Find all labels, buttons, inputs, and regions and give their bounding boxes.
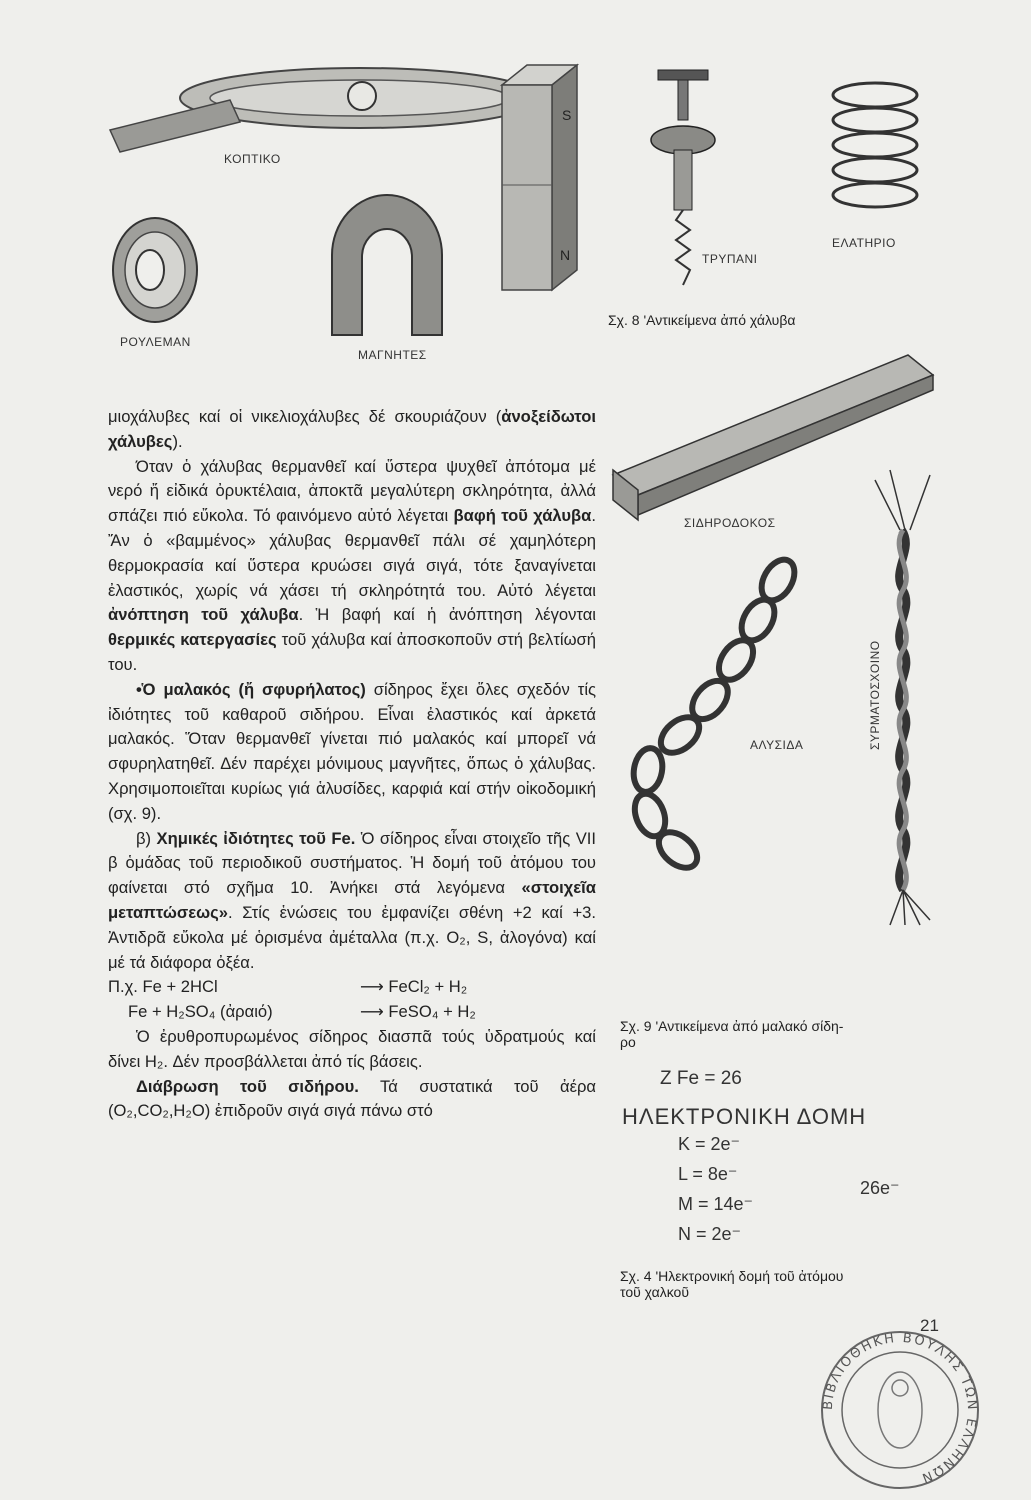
magnet-bar-illustration bbox=[492, 65, 582, 290]
label-chain: ΑΛΥΣΙΔΑ bbox=[750, 738, 804, 752]
chain-illustration bbox=[618, 560, 818, 880]
fig9-caption-cont: ρο bbox=[620, 1034, 636, 1050]
fig4-caption: Σχ. 4 'Ηλεκτρονική δομή τοῦ ἀτόμου bbox=[620, 1268, 844, 1284]
label-drill: ΤΡΥΠΑΝΙ bbox=[702, 252, 758, 266]
spring-illustration bbox=[825, 80, 925, 230]
svg-text:N: N bbox=[560, 247, 571, 263]
svg-text:ΒΙΒΛΙΟΘΗΚΗ ΒΟΥΛΗΣ ΤΩΝ ΕΛΛΗΝΩΝ bbox=[821, 1331, 979, 1486]
shell-total: 26e⁻ bbox=[860, 1178, 900, 1198]
page-number: 21 bbox=[920, 1316, 939, 1335]
shell-m: M = 14e⁻ bbox=[678, 1194, 754, 1214]
shell-l: L = 8e⁻ bbox=[678, 1164, 738, 1184]
label-bearing: ΡΟΥΛΕΜΑΝ bbox=[120, 335, 191, 349]
paragraph-heat-treatment: Όταν ὁ χάλυβας θερμανθεῖ καί ὕστερα ψυχθεῖ ἀπότομα μέ νερό ἤ εἰδικά ὀρυκτέλαια, ἀποκτᾶ μεγαλύτερη σκληρότητα, ἀλλά σπάζει πιό εὔκολα. Τό φαινόμενο αὐτό λέγεται βαφή τοῦ χάλυβα. Ἄν ὁ «βαμμένος» χάλυβας θερμανθεῖ πάλι σέ χαμηλότερη θερμοκρασία καί ὕστερα κρυώσει σιγά σιγά, τότε ξαναγίνεται ἐλαστικός, χωρίς νά χάσει τή σκληρότητά του. Αὐτό λέγεται ἀνόπτηση τοῦ χάλυβα. Ἡ βαφή καί ἡ ἀνόπτηση λέγονται θερμικές κατεργασίες τοῦ χάλυβα καί ἀποσκοποῦν στή βελτίωσή του. bbox=[108, 456, 596, 674]
label-spring: ΕΛΑΤΗΡΙΟ bbox=[832, 236, 896, 250]
shell-k: K = 2e⁻ bbox=[678, 1134, 741, 1154]
library-stamp bbox=[815, 1330, 985, 1490]
fig8-caption: Σχ. 8 'Αντικείμενα ἀπό χάλυβα bbox=[608, 312, 796, 328]
paragraph-stainless: μιοχάλυβες καί οἱ νικελιοχάλυβες δέ σκουριάζουν (ἀνοξείδωτοι χάλυβες). bbox=[108, 407, 596, 451]
fig9-caption: Σχ. 9 'Αντικείμενα ἀπό μαλακό σίδη- bbox=[620, 1018, 844, 1034]
shell-n: N = 2e⁻ bbox=[678, 1224, 742, 1244]
paragraph-soft-iron: •Ὁ μαλακός (ἤ σφυρήλατος) σίδηρος ἔχει ὅλες σχεδόν τίς ἰδιότητες τοῦ καθαροῦ σιδήρου. Εἶναι ἐλαστικός καί ἀρκετά μαλακός. Ὅταν θερμανθεῖ γίνεται πιό μαλακός καί μπορεῖ νά σφυρηλατηθεῖ. Δέν παρέχει μόνιμους μαγνῆτες, ὅπως ὁ χάλυβας. Χρησιμοποιεῖται κυρίως γιά ἁλυσίδες, καρφιά καί στήν οἰκοδομική (σχ. 9). bbox=[108, 679, 596, 823]
atomic-number-formula: Z Fe = 26 bbox=[660, 1068, 742, 1089]
paragraph-corrosion: Διάβρωση τοῦ σιδήρου. Τά συστατικά τοῦ ἀέρα (O₂,CO₂,H₂O) ἐπιδροῦν σιγά σιγά πάνω στό bbox=[108, 1076, 596, 1121]
label-knife: ΚΟΠΤΙΚΟ bbox=[224, 152, 281, 166]
label-wire-rope: ΣΥΡΜΑΤΟΣΧΟΙΝΟ bbox=[868, 640, 882, 750]
svg-text:S: S bbox=[562, 107, 572, 123]
electron-structure-title: ΗΛΕΚΤΡΟΝΙΚΗ ΔΟΜΗ bbox=[622, 1104, 867, 1129]
horseshoe-magnet-illustration bbox=[312, 185, 462, 350]
equation-hcl: Π.χ. Fe + 2HCl ⟶ FeCl₂ + H₂ bbox=[108, 977, 468, 997]
bearing-illustration bbox=[105, 210, 205, 330]
label-magnets: ΜΑΓΝΗΤΕΣ bbox=[358, 348, 427, 362]
paragraph-red-hot-iron: Ὁ ἐρυθροπυρωμένος σίδηρος διασπᾶ τούς ὑδρατμούς καί δίνει H₂. Δέν προσβάλλεται ἀπό τίς βάσεις. bbox=[108, 1026, 596, 1071]
paragraph-chemical-properties: β) Χημικές ἰδιότητες τοῦ Fe. Ὁ σίδηρος εἶναι στοιχεῖο τῆς VII β ὁμάδας τοῦ περιοδικοῦ συστήματος. Ἡ δομή τοῦ ἀτόμου του φαίνεται στό σχῆμα 10. Ἀνήκει στά λεγόμενα «στοιχεῖα μεταπτώσεως». Στίς ἑνώσεις του ἐμφανίζει σθένη +2 καί +3. Ἀντιδρᾶ εὔκολα μέ ὁρισμένα ἀμέταλλα (π.χ. O₂, S, ἀλογόνα) καί μέ τά διάφορα ὀξέα. bbox=[108, 828, 596, 972]
stamp-text: ΒΙΒΛΙΟΘΗΚΗ ΒΟΥΛΗΣ ΤΩΝ ΕΛΛΗΝΩΝ bbox=[820, 1330, 980, 1486]
label-beam: ΣΙΔΗΡΟΔΟΚΟΣ bbox=[684, 516, 776, 530]
fig4-caption-cont: τοῦ χαλκοῦ bbox=[620, 1284, 690, 1300]
wire-rope-illustration bbox=[870, 470, 950, 930]
main-text-column bbox=[108, 405, 596, 1124]
equation-h2so4: Fe + H₂SO₄ (ἀραιό) ⟶ FeSO₄ + H₂ bbox=[128, 1002, 476, 1022]
